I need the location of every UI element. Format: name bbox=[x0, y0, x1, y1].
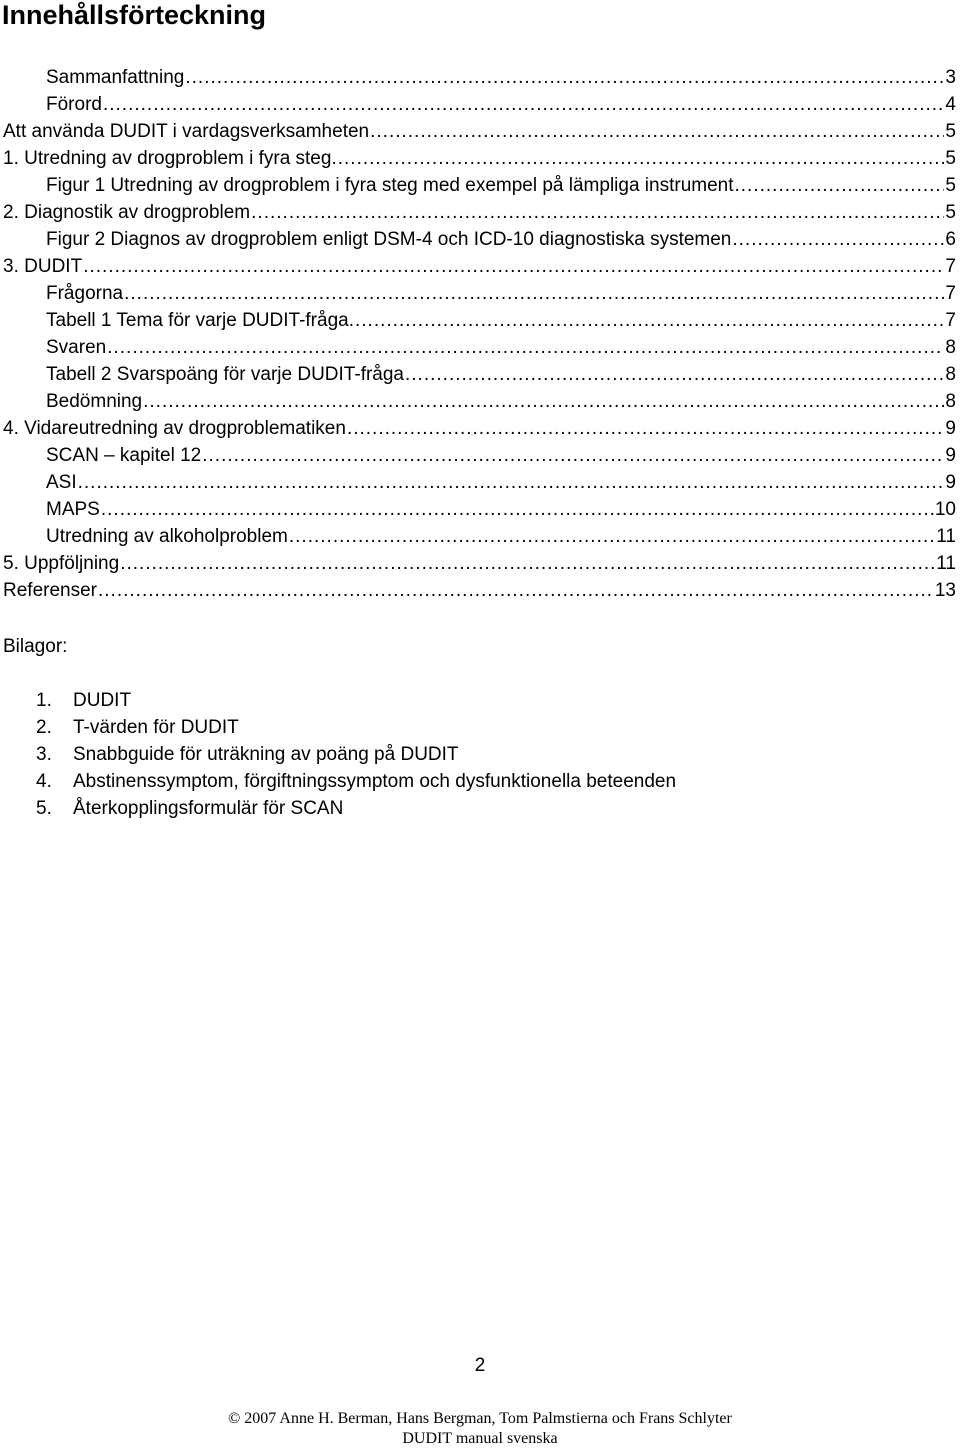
footer bbox=[0, 1409, 960, 1449]
toc-leader-dots bbox=[185, 64, 944, 91]
toc-page-number: 5 bbox=[945, 202, 956, 223]
toc-page-number: 13 bbox=[934, 580, 956, 601]
toc-entry-label: Tabell 2 Svarspoäng för varje DUDIT-fråga bbox=[46, 364, 404, 385]
toc-entry[interactable] bbox=[0, 496, 960, 523]
toc-page-number: 9 bbox=[945, 472, 956, 493]
appendix-number: 3. bbox=[36, 744, 52, 765]
toc-entry[interactable] bbox=[0, 64, 960, 91]
toc-leader-dots bbox=[251, 199, 944, 226]
toc-entry-label: Tabell 1 Tema för varje DUDIT-fråga. bbox=[46, 310, 354, 331]
toc-page-number: 11 bbox=[936, 553, 956, 574]
toc-entry-label: MAPS bbox=[46, 499, 100, 520]
toc-entry[interactable] bbox=[0, 469, 960, 496]
toc-entry[interactable] bbox=[0, 334, 960, 361]
toc-leader-dots bbox=[107, 334, 944, 361]
toc-entry[interactable] bbox=[0, 226, 960, 253]
toc-page-number: 7 bbox=[945, 283, 956, 304]
toc-entry-label: 3. DUDIT bbox=[3, 256, 83, 277]
toc-entry-label: Bedömning bbox=[46, 391, 143, 412]
toc-leader-dots bbox=[83, 253, 944, 280]
appendix-title: Återkopplingsformulär för SCAN bbox=[73, 798, 344, 819]
toc-leader-dots bbox=[143, 388, 944, 415]
toc-page-number: 8 bbox=[945, 364, 956, 385]
toc-leader-dots bbox=[289, 523, 935, 550]
appendix-title: Snabbguide för uträkning av poäng på DUDIT bbox=[73, 744, 459, 765]
toc-entry[interactable] bbox=[0, 523, 960, 550]
toc-entry-label: 4. Vidareutredning av drogproblematiken bbox=[3, 418, 346, 439]
toc-entry[interactable] bbox=[0, 145, 960, 172]
toc-leader-dots bbox=[78, 469, 945, 496]
appendices-heading: Bilagor: bbox=[3, 636, 68, 657]
appendix-number: 1. bbox=[36, 690, 52, 711]
appendices-list bbox=[0, 687, 676, 822]
toc-entry[interactable] bbox=[0, 199, 960, 226]
appendix-title: DUDIT bbox=[73, 690, 132, 711]
toc-entry-label: Sammanfattning bbox=[46, 67, 185, 88]
toc-entry[interactable] bbox=[0, 253, 960, 280]
toc-entry-label: 5. Uppföljning bbox=[3, 553, 120, 574]
toc-leader-dots bbox=[124, 280, 944, 307]
toc-page-number: 7 bbox=[945, 256, 956, 277]
toc-leader-dots bbox=[120, 550, 935, 577]
footer-copyright: © 2007 Anne H. Berman, Hans Bergman, Tom Palmstierna och Frans Schlyter bbox=[228, 1410, 732, 1427]
toc-entry[interactable] bbox=[0, 280, 960, 307]
appendix-item bbox=[0, 795, 676, 822]
toc-page-number: 5 bbox=[945, 121, 956, 142]
appendix-item bbox=[0, 714, 676, 741]
toc-entry[interactable] bbox=[0, 118, 960, 145]
appendix-number: 4. bbox=[36, 771, 52, 792]
toc-entry-label: SCAN – kapitel 12 bbox=[46, 445, 202, 466]
toc-leader-dots bbox=[735, 172, 945, 199]
toc-page-number: 5 bbox=[945, 175, 956, 196]
toc-page-number: 5 bbox=[945, 148, 956, 169]
toc-entry-label: Svaren bbox=[46, 337, 107, 358]
toc-entry-label: Frågorna bbox=[46, 283, 124, 304]
footer-document-name: DUDIT manual svenska bbox=[402, 1430, 558, 1447]
toc-entry-label: Referenser bbox=[3, 580, 97, 601]
toc-entry[interactable] bbox=[0, 577, 960, 604]
toc-leader-dots bbox=[202, 442, 944, 469]
toc-entry-label: 1. Utredning av drogproblem i fyra steg. bbox=[3, 148, 337, 169]
appendix-item bbox=[0, 687, 676, 714]
toc-entry-label: Figur 2 Diagnos av drogproblem enligt DSM-4 och ICD-10 diagnostiska systemen bbox=[46, 229, 732, 250]
appendix-title: T-värden för DUDIT bbox=[73, 717, 239, 738]
toc-entry[interactable] bbox=[0, 361, 960, 388]
toc-page-number: 8 bbox=[945, 391, 956, 412]
toc-entry-label: Figur 1 Utredning av drogproblem i fyra steg med exempel på lämpliga instrument bbox=[46, 175, 734, 196]
toc-leader-dots bbox=[101, 496, 934, 523]
table-of-contents bbox=[0, 64, 960, 604]
toc-page-number: 8 bbox=[945, 337, 956, 358]
toc-page-number: 7 bbox=[945, 310, 956, 331]
page-title: Innehållsförteckning bbox=[2, 0, 267, 30]
appendix-number: 2. bbox=[36, 717, 52, 738]
toc-entry-label: Utredning av alkoholproblem bbox=[46, 526, 288, 547]
toc-page-number: 10 bbox=[934, 499, 956, 520]
toc-page-number: 6 bbox=[945, 229, 956, 250]
toc-page-number: 9 bbox=[945, 418, 956, 439]
appendix-item bbox=[0, 768, 676, 795]
toc-leader-dots bbox=[355, 307, 944, 334]
toc-leader-dots bbox=[347, 415, 944, 442]
toc-entry[interactable] bbox=[0, 172, 960, 199]
appendix-title: Abstinenssymptom, förgiftningssymptom och dysfunktionella beteenden bbox=[73, 771, 677, 792]
toc-leader-dots bbox=[338, 145, 945, 172]
appendix-number: 5. bbox=[36, 798, 52, 819]
toc-leader-dots bbox=[98, 577, 934, 604]
toc-entry-label: Att använda DUDIT i vardagsverksamheten bbox=[3, 121, 370, 142]
toc-entry[interactable] bbox=[0, 388, 960, 415]
toc-page-number: 11 bbox=[936, 526, 956, 547]
toc-entry[interactable] bbox=[0, 550, 960, 577]
toc-leader-dots bbox=[732, 226, 944, 253]
toc-leader-dots bbox=[405, 361, 944, 388]
toc-leader-dots bbox=[370, 118, 944, 145]
toc-entry-label: ASI bbox=[46, 472, 77, 493]
page-number: 2 bbox=[474, 1355, 486, 1376]
toc-page-number: 9 bbox=[945, 445, 956, 466]
appendix-item bbox=[0, 741, 676, 768]
toc-entry-label: 2. Diagnostik av drogproblem bbox=[3, 202, 251, 223]
toc-page-number: 3 bbox=[945, 67, 956, 88]
toc-leader-dots bbox=[103, 91, 944, 118]
toc-page-number: 4 bbox=[945, 94, 956, 115]
toc-entry[interactable] bbox=[0, 91, 960, 118]
toc-entry-label: Förord bbox=[46, 94, 102, 115]
toc-entry[interactable] bbox=[0, 415, 960, 442]
toc-entry[interactable] bbox=[0, 442, 960, 469]
toc-entry[interactable] bbox=[0, 307, 960, 334]
